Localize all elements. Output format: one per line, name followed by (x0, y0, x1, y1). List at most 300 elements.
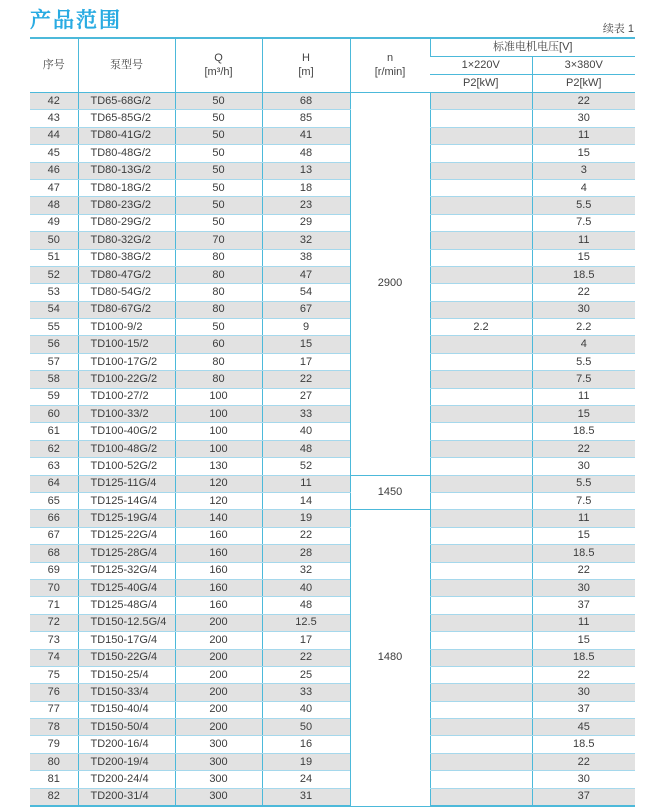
power-380-cell: 30 (532, 684, 635, 701)
serial-cell: 46 (30, 162, 78, 179)
head-cell: 32 (262, 232, 350, 249)
model-cell: TD150-22G/4 (78, 649, 175, 666)
power-220-cell (430, 475, 532, 492)
flow-cell: 50 (175, 145, 262, 162)
serial-cell: 50 (30, 232, 78, 249)
flow-cell: 200 (175, 632, 262, 649)
table-row (30, 249, 635, 266)
flow-cell: 200 (175, 649, 262, 666)
header-head-unit: [m] (298, 65, 314, 78)
table-row (30, 771, 635, 788)
head-cell: 17 (262, 353, 350, 370)
power-380-cell: 15 (532, 632, 635, 649)
power-380-cell: 22 (532, 440, 635, 457)
flow-cell: 50 (175, 179, 262, 196)
serial-cell: 60 (30, 406, 78, 423)
serial-cell: 47 (30, 179, 78, 196)
model-cell: TD125-22G/4 (78, 527, 175, 544)
serial-cell: 43 (30, 110, 78, 127)
serial-cell: 71 (30, 597, 78, 614)
table-row (30, 475, 635, 492)
model-cell: TD100-9/2 (78, 319, 175, 336)
table-row (30, 701, 635, 718)
power-220-cell (430, 353, 532, 370)
serial-cell: 75 (30, 666, 78, 683)
power-380-cell: 30 (532, 110, 635, 127)
head-cell: 13 (262, 162, 350, 179)
power-380-cell: 4 (532, 179, 635, 196)
head-cell: 27 (262, 388, 350, 405)
serial-cell: 51 (30, 249, 78, 266)
table-row (30, 562, 635, 579)
table-header (30, 38, 635, 93)
flow-cell: 300 (175, 753, 262, 770)
head-cell: 19 (262, 753, 350, 770)
flow-cell: 100 (175, 388, 262, 405)
flow-cell: 160 (175, 579, 262, 596)
model-cell: TD80-38G/2 (78, 249, 175, 266)
table-row (30, 666, 635, 683)
flow-cell: 80 (175, 353, 262, 370)
serial-cell: 53 (30, 284, 78, 301)
flow-cell: 200 (175, 701, 262, 718)
table-row (30, 406, 635, 423)
serial-cell: 78 (30, 719, 78, 736)
table-row (30, 458, 635, 475)
head-cell: 22 (262, 371, 350, 388)
model-cell: TD200-16/4 (78, 736, 175, 753)
model-cell: TD80-41G/2 (78, 127, 175, 144)
serial-cell: 64 (30, 475, 78, 492)
power-220-cell (430, 562, 532, 579)
model-cell: TD125-28G/4 (78, 545, 175, 562)
table-row (30, 440, 635, 457)
power-220-cell: 2.2 (430, 319, 532, 336)
model-cell: TD100-15/2 (78, 336, 175, 353)
model-cell: TD125-48G/4 (78, 597, 175, 614)
model-cell: TD65-85G/2 (78, 110, 175, 127)
power-220-cell (430, 301, 532, 318)
power-380-cell: 22 (532, 753, 635, 770)
header-speed-symbol: n (386, 51, 394, 64)
flow-cell: 100 (175, 423, 262, 440)
power-380-cell: 2.2 (532, 319, 635, 336)
model-cell: TD150-40/4 (78, 701, 175, 718)
head-cell: 23 (262, 197, 350, 214)
flow-cell: 60 (175, 336, 262, 353)
head-cell: 19 (262, 510, 350, 527)
model-cell: TD150-17G/4 (78, 632, 175, 649)
serial-cell: 76 (30, 684, 78, 701)
head-cell: 31 (262, 788, 350, 806)
table-row (30, 579, 635, 596)
table-row (30, 388, 635, 405)
head-cell: 67 (262, 301, 350, 318)
model-cell: TD100-52G/2 (78, 458, 175, 475)
power-380-cell: 18.5 (532, 649, 635, 666)
power-220-cell (430, 284, 532, 301)
head-cell: 54 (262, 284, 350, 301)
power-220-cell (430, 632, 532, 649)
head-cell: 41 (262, 127, 350, 144)
power-380-cell: 30 (532, 458, 635, 475)
power-380-cell: 37 (532, 788, 635, 806)
header-model: 泵型号 (78, 38, 175, 93)
flow-cell: 300 (175, 788, 262, 806)
head-cell: 50 (262, 719, 350, 736)
header-power-380: P2[kW] (532, 75, 635, 93)
flow-cell: 50 (175, 93, 262, 110)
serial-cell: 68 (30, 545, 78, 562)
head-cell: 24 (262, 771, 350, 788)
table-row (30, 545, 635, 562)
table-row (30, 145, 635, 162)
power-220-cell (430, 249, 532, 266)
model-cell: TD100-40G/2 (78, 423, 175, 440)
head-cell: 22 (262, 649, 350, 666)
flow-cell: 50 (175, 319, 262, 336)
model-cell: TD100-33/2 (78, 406, 175, 423)
serial-cell: 74 (30, 649, 78, 666)
head-cell: 11 (262, 475, 350, 492)
power-380-cell: 22 (532, 93, 635, 110)
table-row (30, 632, 635, 649)
model-cell: TD100-22G/2 (78, 371, 175, 388)
power-220-cell (430, 579, 532, 596)
power-220-cell (430, 545, 532, 562)
power-220-cell (430, 179, 532, 196)
power-380-cell: 18.5 (532, 545, 635, 562)
head-cell: 28 (262, 545, 350, 562)
header-flow (175, 38, 262, 93)
model-cell: TD200-31/4 (78, 788, 175, 806)
model-cell: TD80-67G/2 (78, 301, 175, 318)
model-cell: TD200-19/4 (78, 753, 175, 770)
serial-cell: 45 (30, 145, 78, 162)
serial-cell: 52 (30, 266, 78, 283)
page-title: 产品范围 (30, 9, 122, 32)
power-220-cell (430, 406, 532, 423)
flow-cell: 200 (175, 719, 262, 736)
model-cell: TD80-18G/2 (78, 179, 175, 196)
head-cell: 32 (262, 562, 350, 579)
power-380-cell: 30 (532, 301, 635, 318)
table-row (30, 127, 635, 144)
power-220-cell (430, 788, 532, 806)
power-380-cell: 45 (532, 719, 635, 736)
table-row (30, 284, 635, 301)
serial-cell: 73 (30, 632, 78, 649)
flow-cell: 50 (175, 162, 262, 179)
flow-cell: 200 (175, 684, 262, 701)
table-row (30, 788, 635, 806)
power-220-cell (430, 701, 532, 718)
power-380-cell: 7.5 (532, 492, 635, 509)
head-cell: 17 (262, 632, 350, 649)
flow-cell: 160 (175, 562, 262, 579)
table-row (30, 301, 635, 318)
flow-cell: 160 (175, 597, 262, 614)
power-220-cell (430, 492, 532, 509)
head-cell: 16 (262, 736, 350, 753)
head-cell: 25 (262, 666, 350, 683)
power-380-cell: 11 (532, 510, 635, 527)
head-cell: 9 (262, 319, 350, 336)
flow-cell: 160 (175, 527, 262, 544)
serial-cell: 59 (30, 388, 78, 405)
flow-cell: 160 (175, 545, 262, 562)
model-cell: TD150-33/4 (78, 684, 175, 701)
power-220-cell (430, 771, 532, 788)
serial-cell: 79 (30, 736, 78, 753)
serial-cell: 44 (30, 127, 78, 144)
table-row (30, 736, 635, 753)
power-380-cell: 30 (532, 579, 635, 596)
table-row (30, 492, 635, 509)
power-220-cell (430, 458, 532, 475)
model-cell: TD80-23G/2 (78, 197, 175, 214)
serial-cell: 82 (30, 788, 78, 806)
head-cell: 48 (262, 145, 350, 162)
flow-cell: 80 (175, 284, 262, 301)
flow-cell: 300 (175, 736, 262, 753)
serial-cell: 58 (30, 371, 78, 388)
head-cell: 22 (262, 527, 350, 544)
head-cell: 48 (262, 597, 350, 614)
model-cell: TD150-50/4 (78, 719, 175, 736)
head-cell: 33 (262, 684, 350, 701)
power-380-cell: 30 (532, 771, 635, 788)
model-cell: TD125-14G/4 (78, 492, 175, 509)
power-380-cell: 15 (532, 145, 635, 162)
flow-cell: 50 (175, 197, 262, 214)
serial-cell: 55 (30, 319, 78, 336)
header-power-220: P2[kW] (430, 75, 532, 93)
power-220-cell (430, 753, 532, 770)
model-cell: TD65-68G/2 (78, 93, 175, 110)
power-220-cell (430, 93, 532, 110)
model-cell: TD100-48G/2 (78, 440, 175, 457)
table-row (30, 423, 635, 440)
power-220-cell (430, 266, 532, 283)
power-380-cell: 11 (532, 232, 635, 249)
power-380-cell: 37 (532, 701, 635, 718)
model-cell: TD80-13G/2 (78, 162, 175, 179)
flow-cell: 100 (175, 440, 262, 457)
power-380-cell: 11 (532, 388, 635, 405)
head-cell: 52 (262, 458, 350, 475)
power-220-cell (430, 440, 532, 457)
header-voltage-380: 3×380V (532, 57, 635, 75)
power-220-cell (430, 527, 532, 544)
head-cell: 68 (262, 93, 350, 110)
serial-cell: 81 (30, 771, 78, 788)
model-cell: TD100-27/2 (78, 388, 175, 405)
table-row (30, 649, 635, 666)
power-380-cell: 3 (532, 162, 635, 179)
power-220-cell (430, 388, 532, 405)
power-220-cell (430, 684, 532, 701)
serial-cell: 65 (30, 492, 78, 509)
table-row (30, 110, 635, 127)
head-cell: 47 (262, 266, 350, 283)
model-cell: TD200-24/4 (78, 771, 175, 788)
flow-cell: 120 (175, 492, 262, 509)
head-cell: 38 (262, 249, 350, 266)
flow-cell: 80 (175, 266, 262, 283)
model-cell: TD80-54G/2 (78, 284, 175, 301)
header-head-symbol: H (302, 51, 310, 64)
serial-cell: 49 (30, 214, 78, 231)
table-row (30, 753, 635, 770)
head-cell: 85 (262, 110, 350, 127)
power-220-cell (430, 510, 532, 527)
head-cell: 33 (262, 406, 350, 423)
power-220-cell (430, 423, 532, 440)
power-380-cell: 37 (532, 597, 635, 614)
model-cell: TD150-25/4 (78, 666, 175, 683)
serial-cell: 66 (30, 510, 78, 527)
power-220-cell (430, 614, 532, 631)
power-380-cell: 18.5 (532, 423, 635, 440)
power-380-cell: 7.5 (532, 371, 635, 388)
speed-cell: 1450 (350, 475, 430, 510)
flow-cell: 50 (175, 110, 262, 127)
power-220-cell (430, 666, 532, 683)
power-380-cell: 15 (532, 527, 635, 544)
header-flow-symbol: Q (214, 51, 223, 64)
head-cell: 48 (262, 440, 350, 457)
pump-spec-table (30, 37, 635, 807)
header-head (262, 38, 350, 93)
model-cell: TD100-17G/2 (78, 353, 175, 370)
flow-cell: 80 (175, 249, 262, 266)
serial-cell: 57 (30, 353, 78, 370)
table-row (30, 232, 635, 249)
flow-cell: 80 (175, 371, 262, 388)
serial-cell: 61 (30, 423, 78, 440)
power-380-cell: 5.5 (532, 353, 635, 370)
table-body (30, 93, 635, 807)
speed-cell: 1480 (350, 510, 430, 806)
table-row (30, 614, 635, 631)
model-cell: TD80-32G/2 (78, 232, 175, 249)
head-cell: 40 (262, 423, 350, 440)
table-row (30, 719, 635, 736)
power-220-cell (430, 736, 532, 753)
table-row (30, 266, 635, 283)
table-row (30, 527, 635, 544)
power-220-cell (430, 232, 532, 249)
flow-cell: 50 (175, 214, 262, 231)
flow-cell: 130 (175, 458, 262, 475)
model-cell: TD125-40G/4 (78, 579, 175, 596)
power-380-cell: 11 (532, 127, 635, 144)
power-380-cell: 4 (532, 336, 635, 353)
table-row (30, 197, 635, 214)
head-cell: 12.5 (262, 614, 350, 631)
power-220-cell (430, 110, 532, 127)
power-220-cell (430, 371, 532, 388)
model-cell: TD80-48G/2 (78, 145, 175, 162)
head-cell: 14 (262, 492, 350, 509)
flow-cell: 300 (175, 771, 262, 788)
power-380-cell: 5.5 (532, 475, 635, 492)
power-380-cell: 5.5 (532, 197, 635, 214)
header-speed-unit: [r/min] (374, 65, 406, 78)
table-row (30, 214, 635, 231)
head-cell: 29 (262, 214, 350, 231)
flow-cell: 200 (175, 666, 262, 683)
power-220-cell (430, 719, 532, 736)
power-220-cell (430, 162, 532, 179)
power-380-cell: 22 (532, 562, 635, 579)
flow-cell: 120 (175, 475, 262, 492)
speed-cell: 2900 (350, 93, 430, 476)
model-cell: TD80-29G/2 (78, 214, 175, 231)
serial-cell: 70 (30, 579, 78, 596)
power-380-cell: 18.5 (532, 736, 635, 753)
power-380-cell: 22 (532, 666, 635, 683)
power-380-cell: 15 (532, 406, 635, 423)
serial-cell: 69 (30, 562, 78, 579)
flow-cell: 140 (175, 510, 262, 527)
head-cell: 40 (262, 579, 350, 596)
table-row (30, 684, 635, 701)
serial-cell: 42 (30, 93, 78, 110)
power-380-cell: 22 (532, 284, 635, 301)
power-380-cell: 18.5 (532, 266, 635, 283)
continued-table-label: 续表 1 (602, 23, 634, 35)
model-cell: TD150-12.5G/4 (78, 614, 175, 631)
model-cell: TD125-32G/4 (78, 562, 175, 579)
head-cell: 40 (262, 701, 350, 718)
table-row (30, 179, 635, 196)
power-220-cell (430, 214, 532, 231)
power-380-cell: 7.5 (532, 214, 635, 231)
model-cell: TD125-19G/4 (78, 510, 175, 527)
power-220-cell (430, 649, 532, 666)
flow-cell: 100 (175, 406, 262, 423)
flow-cell: 50 (175, 127, 262, 144)
power-220-cell (430, 197, 532, 214)
serial-cell: 80 (30, 753, 78, 770)
table-row (30, 510, 635, 527)
header-voltage-group: 标准电机电压[V] (430, 38, 635, 57)
serial-cell: 56 (30, 336, 78, 353)
serial-cell: 54 (30, 301, 78, 318)
header-serial: 序号 (30, 38, 78, 93)
head-cell: 15 (262, 336, 350, 353)
header-voltage-220: 1×220V (430, 57, 532, 75)
header-flow-unit: [m³/h] (204, 65, 233, 78)
power-380-cell: 11 (532, 614, 635, 631)
head-cell: 18 (262, 179, 350, 196)
power-380-cell: 15 (532, 249, 635, 266)
power-220-cell (430, 336, 532, 353)
serial-cell: 62 (30, 440, 78, 457)
power-220-cell (430, 597, 532, 614)
serial-cell: 67 (30, 527, 78, 544)
table-row (30, 162, 635, 179)
table-row (30, 336, 635, 353)
table-row (30, 319, 635, 336)
serial-cell: 72 (30, 614, 78, 631)
power-220-cell (430, 127, 532, 144)
power-220-cell (430, 145, 532, 162)
flow-cell: 80 (175, 301, 262, 318)
table-row (30, 353, 635, 370)
